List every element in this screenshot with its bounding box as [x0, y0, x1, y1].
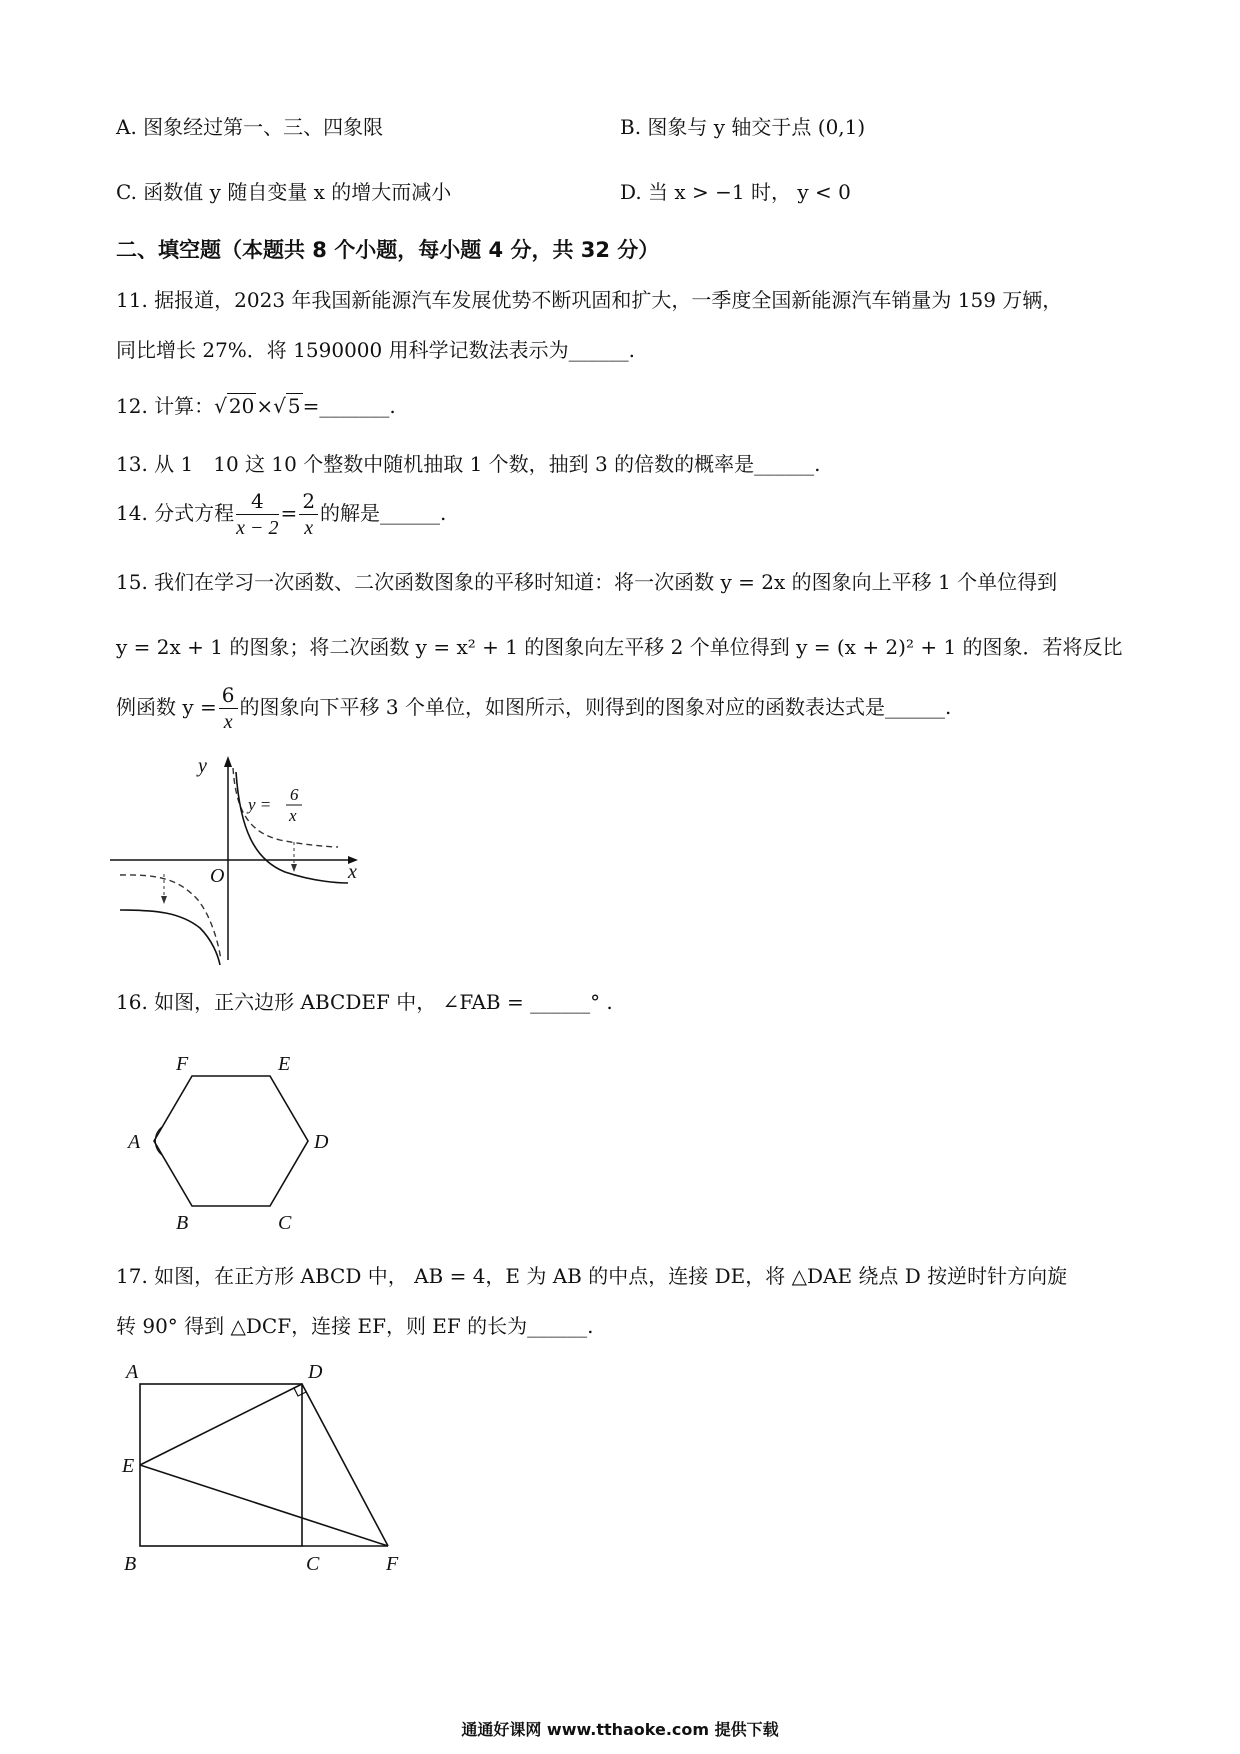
vertex-label-f: F	[176, 1053, 189, 1075]
q12-radicand-1: 20	[228, 394, 255, 418]
numerator: 6	[219, 682, 238, 709]
sqrt-symbol: √	[273, 394, 286, 418]
q12-suffix: =_______.	[302, 394, 396, 418]
figure-hexagon	[120, 1036, 360, 1236]
figure-hyperbola	[100, 750, 380, 970]
numerator: 4	[236, 488, 278, 515]
q13: 13. 从 1 10 这 10 个整数中随机抽取 1 个数，抽到 3 的倍数的概率是______.	[116, 452, 821, 476]
vertex-label-b: B	[124, 1553, 137, 1575]
vertex-label-e: E	[122, 1455, 135, 1477]
times-symbol: ×	[256, 394, 274, 418]
vertex-label-d: D	[308, 1361, 323, 1383]
section-heading: 二、填空题（本题共 8 个小题，每小题 4 分，共 32 分）	[116, 238, 660, 262]
numerator: 2	[299, 488, 318, 515]
denominator: x	[304, 517, 314, 539]
vertex-label-c: C	[278, 1212, 292, 1234]
q15-fraction	[219, 682, 238, 735]
shift-arrowhead-icon	[291, 864, 297, 872]
vertex-label-b: B	[176, 1212, 189, 1234]
fig15-curve-label: y =	[248, 795, 272, 814]
option-c: C. 函数值 y 随自变量 x 的增大而减小	[116, 180, 452, 204]
denominator: x − 2	[236, 517, 279, 539]
q11-line1: 11. 据报道，2023 年我国新能源汽车发展优势不断巩固和扩大，一季度全国新能源汽车销量为 159 万辆，	[116, 288, 1063, 312]
q14-prefix: 14. 分式方程	[116, 501, 235, 525]
fig15-y-label: y	[198, 755, 207, 777]
q12	[116, 392, 396, 420]
q14-fraction-right	[299, 488, 318, 541]
angle-mark	[155, 1127, 162, 1155]
q12-prefix: 12. 计算：	[116, 394, 215, 418]
vertex-label-d: D	[314, 1131, 329, 1153]
vertex-label-e: E	[278, 1053, 291, 1075]
option-a: A. 图象经过第一、三、四象限	[116, 115, 384, 139]
fig15-x-label: x	[348, 861, 357, 883]
original-curve-left	[120, 875, 221, 960]
vertex-label-f: F	[386, 1553, 399, 1575]
y-axis-arrow-icon	[224, 756, 232, 767]
footer-watermark: 通通好课网 www.tthaoke.com 提供下载	[461, 1720, 779, 1739]
q14-fraction-left	[236, 488, 278, 541]
q15-line1: 15. 我们在学习一次函数、二次函数图象的平移时知道：将一次函数 y = 2x 的图象向上平移 1 个单位得到	[116, 570, 1058, 594]
vertex-label-a: A	[126, 1361, 139, 1383]
q16: 16. 如图，正六边形 ABCDEF 中， ∠FAB = ______° .	[116, 990, 613, 1014]
fig15-curve-num: 6	[290, 785, 299, 804]
hexagon	[154, 1076, 308, 1206]
vertex-label-c: C	[306, 1553, 320, 1575]
fig15-origin-label: O	[210, 865, 225, 887]
fig15-curve-den: x	[289, 806, 297, 825]
sqrt-symbol: √	[214, 394, 227, 418]
q15-line3-prefix: 例函数 y =	[116, 695, 217, 719]
q17-line2: 转 90° 得到 △DCF，连接 EF，则 EF 的长为______.	[116, 1314, 594, 1338]
q17-line1: 17. 如图，在正方形 ABCD 中， AB = 4，E 为 AB 的中点，连接 DE，将 △DAE 绕点 D 按逆时针方向旋	[116, 1264, 1068, 1288]
option-d: D. 当 x > −1 时， y < 0	[620, 180, 851, 204]
q15-line2: y = 2x + 1 的图象；将二次函数 y = x² + 1 的图象向左平移 2 个单位得到 y = (x + 2)² + 1 的图象．若将反比	[116, 635, 1123, 659]
q15-line3-suffix: 的图象向下平移 3 个单位，如图所示，则得到的图象对应的函数表达式是______.	[239, 695, 952, 719]
segment-de	[140, 1384, 302, 1465]
denominator: x	[223, 711, 233, 733]
q12-radicand-2: 5	[287, 394, 301, 418]
q15-line3	[116, 682, 951, 735]
shift-arrowhead-icon	[161, 896, 167, 904]
vertex-label-a: A	[128, 1131, 141, 1153]
q14-suffix: 的解是______.	[320, 501, 447, 525]
equals-sign: =	[280, 501, 298, 525]
shifted-curve-left	[120, 910, 220, 965]
figure-square	[120, 1362, 440, 1582]
q14	[116, 488, 446, 541]
option-b: B. 图象与 y 轴交于点 (0,1)	[620, 115, 866, 139]
square-abcd	[140, 1384, 302, 1546]
q11-line2: 同比增长 27%．将 1590000 用科学记数法表示为______.	[116, 338, 635, 362]
